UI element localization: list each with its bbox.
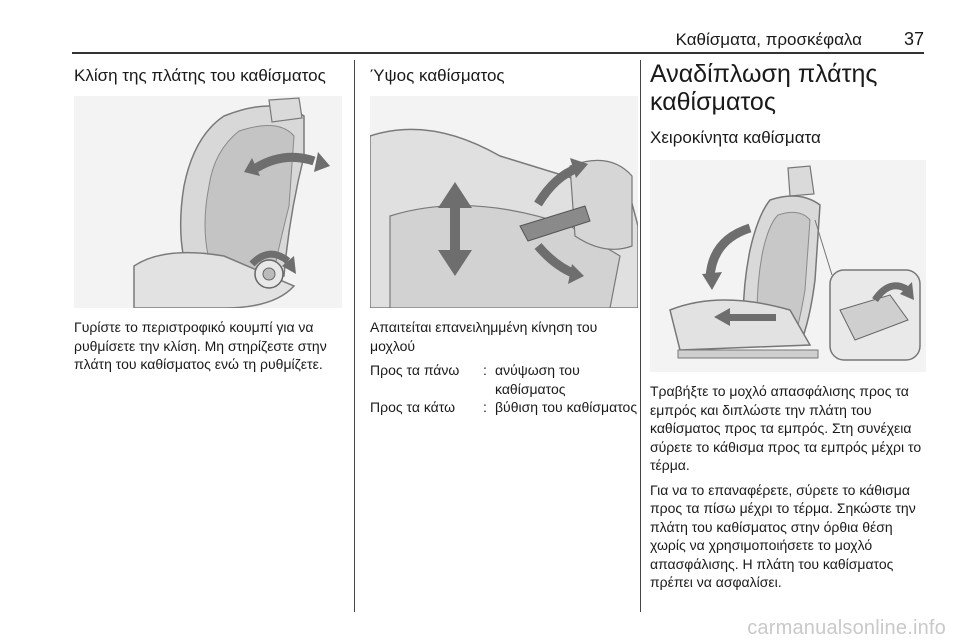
fold-backrest-illustration-svg	[650, 160, 926, 372]
seat-height-illustration-svg	[370, 96, 638, 308]
recline-illustration	[74, 96, 342, 308]
page-number: 37	[903, 29, 924, 49]
restore-instructions: Για να το επαναφέρετε, σύρετε το κάθισμα προς τα πίσω μέχρι το τέρμα. Σηκώστε την πλάτη του καθίσματος στην όρθια θέση χωρίς να χρησιμοποιήσετε το μοχλό απασφάλισης. Η πλάτη του καθίσματος πρέπει να ασφαλίσει.	[650, 481, 916, 590]
fold-backrest-illustration	[650, 160, 926, 372]
recline-instructions: Γυρίστε το περιστροφικό κουμπί για να ρυθμίσετε την κλίση. Μη στηρίζεστε στην πλάτη του καθίσματος ενώ τη ρυθμίζετε.	[74, 319, 327, 372]
list-item	[370, 361, 638, 398]
watermark: carmanualsonline.info	[747, 617, 946, 639]
list-term: Προς τα πάνω	[370, 362, 460, 378]
section-seat-height	[370, 66, 638, 417]
seat-height-list	[370, 361, 638, 417]
page-header	[72, 26, 924, 54]
section-heading: Ύψος καθίσματος	[370, 66, 505, 85]
header-rule	[72, 52, 924, 54]
list-definition: ανύψωση του καθίσματος	[495, 362, 580, 397]
list-separator: :	[483, 362, 487, 378]
section-subheading: Χειροκίνητα καθίσματα	[650, 128, 821, 147]
column-divider-1	[354, 60, 355, 612]
section-heading: Κλίση της πλάτης του καθίσματος	[74, 66, 326, 85]
section-fold-backrest	[650, 60, 926, 592]
fold-instructions: Τραβήξτε το μοχλό απασφάλισης προς τα εμπρός και διπλώστε την πλάτη του καθίσματος προς τα εμπρός. Στη συνέχεια σύρετε το κάθισμα προς τα εμπρός μέχρι το τέρμα.	[650, 383, 922, 473]
column-divider-2	[640, 60, 641, 612]
list-separator: :	[483, 399, 487, 415]
header-title: Καθίσματα, προσκέφαλα	[675, 30, 862, 49]
section-heading: Αναδίπλωση πλάτης καθίσματος	[650, 60, 878, 116]
list-term: Προς τα κάτω	[370, 399, 455, 415]
recline-illustration-svg	[74, 96, 342, 308]
section-backrest-recline	[74, 66, 342, 374]
list-definition: βύθιση του καθίσματος	[495, 399, 638, 415]
seat-height-illustration	[370, 96, 638, 308]
list-item	[370, 398, 638, 417]
seat-height-instructions: Απαιτείται επανειλημμένη κίνηση του μοχλού	[370, 319, 598, 354]
